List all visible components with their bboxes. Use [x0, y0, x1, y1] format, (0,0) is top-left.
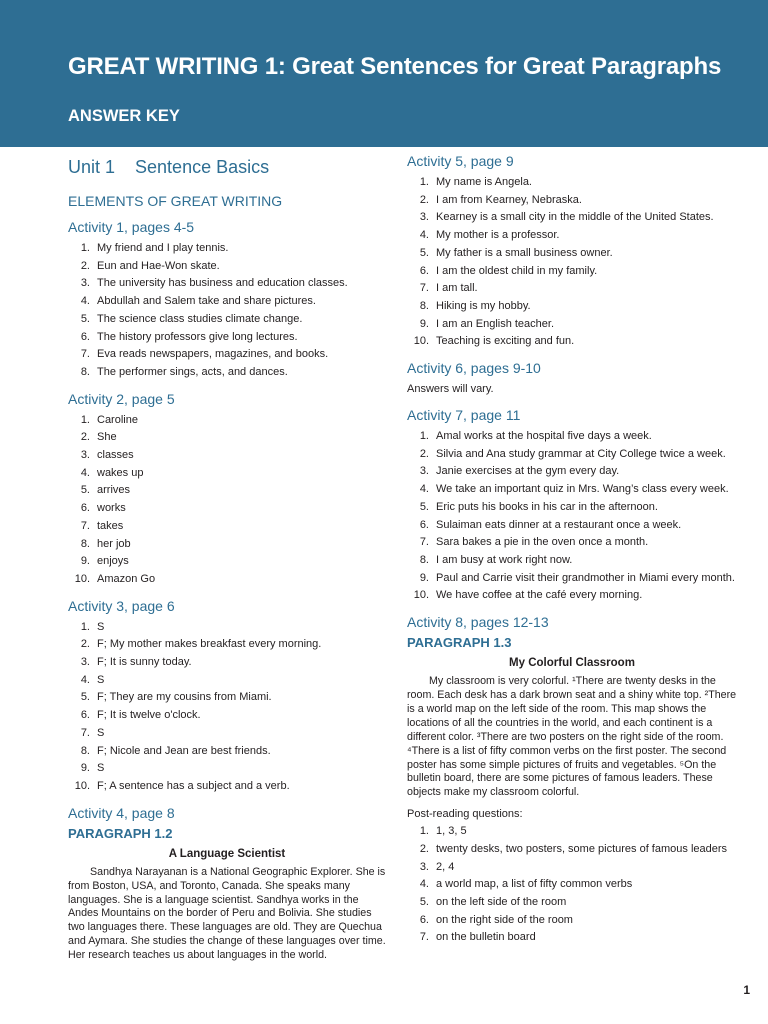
list-item — [68, 707, 386, 725]
item-text: I am the oldest child in my family. — [436, 264, 598, 277]
list-item — [407, 298, 737, 316]
list-item — [68, 364, 386, 382]
item-text: F; They are my cousins from Miami. — [97, 691, 272, 704]
activity-1-heading: Activity 1, pages 4-5 — [68, 219, 195, 235]
list-item — [68, 500, 386, 518]
activity-8-heading: Activity 8, pages 12-13 — [407, 614, 549, 631]
paragraph-1-3-title: My Colorful Classroom — [509, 657, 635, 670]
paragraph-1-3-label: PARAGRAPH 1.3 — [407, 635, 512, 651]
list-item — [407, 552, 737, 570]
item-text: twenty desks, two posters, some pictures of famous leaders — [436, 842, 728, 855]
item-number: 9. — [419, 571, 429, 584]
unit-number: Unit 1 — [68, 157, 116, 177]
item-number: 8. — [80, 537, 90, 550]
list-item — [68, 571, 386, 589]
item-number: 4. — [80, 466, 90, 479]
item-text: Abdullah and Salem take and share pictures. — [97, 295, 316, 308]
item-text: Amazon Go — [97, 572, 156, 585]
item-number: 5. — [419, 500, 429, 513]
list-item — [68, 619, 386, 637]
item-number: 3. — [80, 656, 90, 669]
list-item — [68, 778, 386, 796]
activity-2-heading: Activity 2, page 5 — [68, 390, 175, 407]
list-item — [407, 823, 737, 841]
item-number: 2. — [80, 431, 90, 444]
item-number: 6. — [80, 502, 90, 515]
item-number: 8. — [80, 365, 90, 378]
item-text: Silvia and Ana study grammar at City College twice a week. — [436, 447, 726, 460]
item-number: 1. — [80, 620, 90, 633]
item-number: 5. — [80, 484, 90, 497]
item-number: 10. — [74, 572, 90, 585]
left-column — [68, 152, 386, 963]
paragraph-1-2-title: A Language Scientist — [168, 847, 286, 860]
list-item — [407, 929, 737, 947]
item-number: 3. — [419, 465, 429, 478]
item-text: I am from Kearney, Nebraska. — [436, 193, 582, 206]
item-text: Eun and Hae-Won skate. — [97, 259, 220, 272]
item-text: S — [97, 762, 105, 775]
paragraph-1-3-text: My classroom is very colorful. ¹There are twenty desks in the room. Each desk has a dark brown seat and a shiny white top. ²There is a world map on the left side of the room. This map shows the locations of all the countries in the world, and each continent is a different color. ³There are two posters on the right side of the room. ⁴There is a list of fifty common verbs on the first poster. The second poster has some simple pictures of fruits and vegetables. ⁵On the bulletin board, there are some pictures of famous leaders. These objects make my classroom colorful. — [407, 675, 737, 799]
item-text: Paul and Carrie visit their grandmother in Miami every month. — [436, 571, 735, 584]
item-number: 7. — [419, 931, 429, 944]
item-number: 1. — [80, 242, 90, 254]
list-item — [68, 725, 386, 743]
item-text: Amal works at the hospital five days a week. — [436, 430, 652, 443]
item-text: S — [97, 726, 105, 739]
item-number: 9. — [80, 762, 90, 775]
item-number: 5. — [80, 691, 90, 704]
list-item — [407, 499, 737, 517]
list-item — [68, 258, 386, 276]
item-text: F; It is twelve o'clock. — [97, 709, 201, 722]
activity-6-answer: Answers will vary. — [407, 383, 494, 396]
list-item — [407, 534, 737, 552]
unit-heading — [68, 156, 386, 178]
list-item — [68, 275, 386, 293]
list-item — [407, 316, 737, 334]
item-text: F; Nicole and Jean are best friends. — [97, 744, 271, 757]
list-item — [407, 859, 737, 877]
list-item — [68, 553, 386, 571]
item-number: 4. — [419, 878, 429, 891]
answer-key-label: ANSWER KEY — [68, 107, 180, 125]
list-item — [68, 429, 386, 447]
list-item — [407, 517, 737, 535]
activity-7-heading: Activity 7, page 11 — [407, 407, 521, 424]
item-text: I am busy at work right now. — [436, 553, 573, 566]
item-number: 6. — [419, 518, 429, 531]
list-item — [68, 329, 386, 347]
item-number: 2. — [80, 638, 90, 651]
item-text: works — [97, 502, 126, 515]
item-number: 8. — [419, 299, 429, 312]
post-reading-list — [407, 823, 737, 947]
list-item — [407, 209, 737, 227]
list-item — [68, 412, 386, 430]
item-number: 3. — [80, 277, 90, 290]
list-item — [68, 636, 386, 654]
item-number: 4. — [419, 229, 429, 242]
item-text: 1, 3, 5 — [436, 825, 467, 838]
item-text: 2, 4 — [436, 860, 455, 873]
list-item — [407, 481, 737, 499]
item-text: Sulaiman eats dinner at a restaurant once a week. — [436, 518, 682, 531]
item-text: I am tall. — [436, 282, 478, 295]
item-number: 1. — [419, 825, 429, 838]
activity-7-list — [407, 428, 737, 605]
section-title: ELEMENTS OF GREAT WRITING — [68, 193, 283, 209]
paragraph-1-2-text: Sandhya Narayanan is a National Geographic Explorer. She is from Boston, USA, and Toronto, Canada. She speaks many languages. She is a language scientist. Sandhya works in the Andes Mountains on the border of Peru and Bolivia. She studies two languages there. These languages are old. They are Quechua and Aymara. She studies the change of these languages over time. Her research teaches us about languages in the world. — [68, 865, 386, 962]
list-item — [68, 689, 386, 707]
item-text: The university has business and education classes. — [97, 277, 348, 290]
item-text: a world map, a list of fifty common verbs — [436, 878, 633, 891]
list-item — [407, 174, 737, 192]
item-number: 4. — [80, 673, 90, 686]
item-text: S — [97, 620, 105, 633]
item-text: classes — [97, 449, 134, 462]
item-text: Eva reads newspapers, magazines, and books. — [97, 348, 329, 361]
item-text: enjoys — [97, 555, 129, 568]
item-text: My mother is a professor. — [436, 229, 560, 242]
item-text: Teaching is exciting and fun. — [436, 335, 575, 348]
list-item — [407, 333, 737, 351]
list-item — [407, 894, 737, 912]
list-item — [68, 743, 386, 761]
item-number: 9. — [419, 317, 429, 330]
item-text: She — [97, 431, 117, 444]
item-number: 1. — [80, 413, 90, 426]
item-number: 9. — [80, 555, 90, 568]
list-item — [407, 192, 737, 210]
item-text: arrives — [97, 484, 131, 497]
item-number: 10. — [413, 335, 429, 348]
paragraph-1-2-label: PARAGRAPH 1.2 — [68, 825, 173, 841]
item-text: takes — [97, 519, 124, 532]
book-title: GREAT WRITING 1: Great Sentences for Great Paragraphs — [68, 53, 722, 80]
list-item — [407, 263, 737, 281]
item-number: 3. — [419, 860, 429, 873]
list-item — [68, 482, 386, 500]
item-text: The science class studies climate change. — [97, 312, 303, 325]
item-text: My friend and I play tennis. — [97, 242, 229, 254]
item-text: S — [97, 673, 105, 686]
item-text: We take an important quiz in Mrs. Wang’s class every week. — [436, 483, 729, 496]
list-item — [68, 654, 386, 672]
item-number: 6. — [419, 264, 429, 277]
item-number: 7. — [80, 726, 90, 739]
activity-1-list — [68, 240, 386, 382]
list-item — [407, 227, 737, 245]
item-number: 3. — [419, 211, 429, 224]
item-text: on the right side of the room — [436, 913, 573, 926]
item-number: 10. — [74, 779, 90, 792]
post-reading-heading: Post-reading questions: — [407, 808, 523, 821]
item-number: 7. — [80, 348, 90, 361]
list-item — [407, 587, 737, 605]
activity-3-list — [68, 619, 386, 796]
item-number: 2. — [419, 193, 429, 206]
list-item — [68, 293, 386, 311]
list-item — [68, 536, 386, 554]
item-text: Kearney is a small city in the middle of the United States. — [436, 211, 714, 224]
item-text: My name is Angela. — [436, 176, 532, 188]
header-banner — [0, 0, 768, 147]
item-text: Hiking is my hobby. — [436, 299, 531, 312]
activity-4-heading: Activity 4, page 8 — [68, 804, 175, 821]
item-number: 3. — [80, 449, 90, 462]
list-item — [68, 311, 386, 329]
item-number: 8. — [419, 553, 429, 566]
list-item — [68, 447, 386, 465]
item-number: 4. — [80, 295, 90, 308]
list-item — [68, 518, 386, 536]
list-item — [407, 428, 737, 446]
item-text: The history professors give long lectures. — [97, 330, 298, 343]
item-number: 7. — [419, 536, 429, 549]
item-text: wakes up — [97, 466, 144, 479]
item-text: F; A sentence has a subject and a verb. — [97, 779, 290, 792]
item-text: My father is a small business owner. — [436, 246, 613, 259]
item-number: 5. — [80, 312, 90, 325]
item-number: 7. — [80, 519, 90, 532]
list-item — [68, 672, 386, 690]
item-text: I am an English teacher. — [436, 317, 555, 330]
item-text: Janie exercises at the gym every day. — [436, 465, 620, 478]
item-text: Eric puts his books in his car in the afternoon. — [436, 500, 658, 513]
list-item — [407, 876, 737, 894]
activity-3-heading: Activity 3, page 6 — [68, 597, 175, 614]
activity-5-heading: Activity 5, page 9 — [407, 153, 514, 169]
item-number: 8. — [80, 744, 90, 757]
activity-5-list — [407, 174, 737, 351]
item-number: 1. — [419, 176, 429, 188]
item-number: 6. — [80, 330, 90, 343]
list-item — [68, 760, 386, 778]
item-text: F; It is sunny today. — [97, 656, 192, 669]
item-number: 6. — [419, 913, 429, 926]
item-text: Sara bakes a pie in the oven once a month. — [436, 536, 649, 549]
list-item — [407, 446, 737, 464]
item-text: on the left side of the room — [436, 896, 567, 909]
item-text: F; My mother makes breakfast every morning. — [97, 638, 322, 651]
right-column — [407, 152, 737, 947]
item-text: her job — [97, 537, 131, 550]
item-number: 2. — [419, 842, 429, 855]
item-number: 5. — [419, 896, 429, 909]
page-number: 1 — [743, 983, 750, 997]
unit-title: Sentence Basics — [135, 157, 270, 177]
item-text: Caroline — [97, 413, 138, 426]
item-number: 10. — [413, 589, 429, 602]
list-item — [68, 346, 386, 364]
item-number: 2. — [419, 447, 429, 460]
item-number: 4. — [419, 483, 429, 496]
item-number: 7. — [419, 282, 429, 295]
item-number: 5. — [419, 246, 429, 259]
list-item — [407, 912, 737, 930]
item-text: We have coffee at the café every morning. — [436, 589, 643, 602]
item-text: on the bulletin board — [436, 931, 536, 944]
list-item — [407, 463, 737, 481]
item-number: 6. — [80, 709, 90, 722]
activity-6-heading: Activity 6, pages 9-10 — [407, 360, 541, 377]
activity-2-list — [68, 412, 386, 589]
item-text: The performer sings, acts, and dances. — [97, 365, 288, 378]
list-item — [68, 240, 386, 258]
list-item — [407, 841, 737, 859]
list-item — [407, 245, 737, 263]
list-item — [68, 465, 386, 483]
list-item — [407, 570, 737, 588]
item-number: 2. — [80, 259, 90, 272]
item-number: 1. — [419, 430, 429, 443]
list-item — [407, 280, 737, 298]
